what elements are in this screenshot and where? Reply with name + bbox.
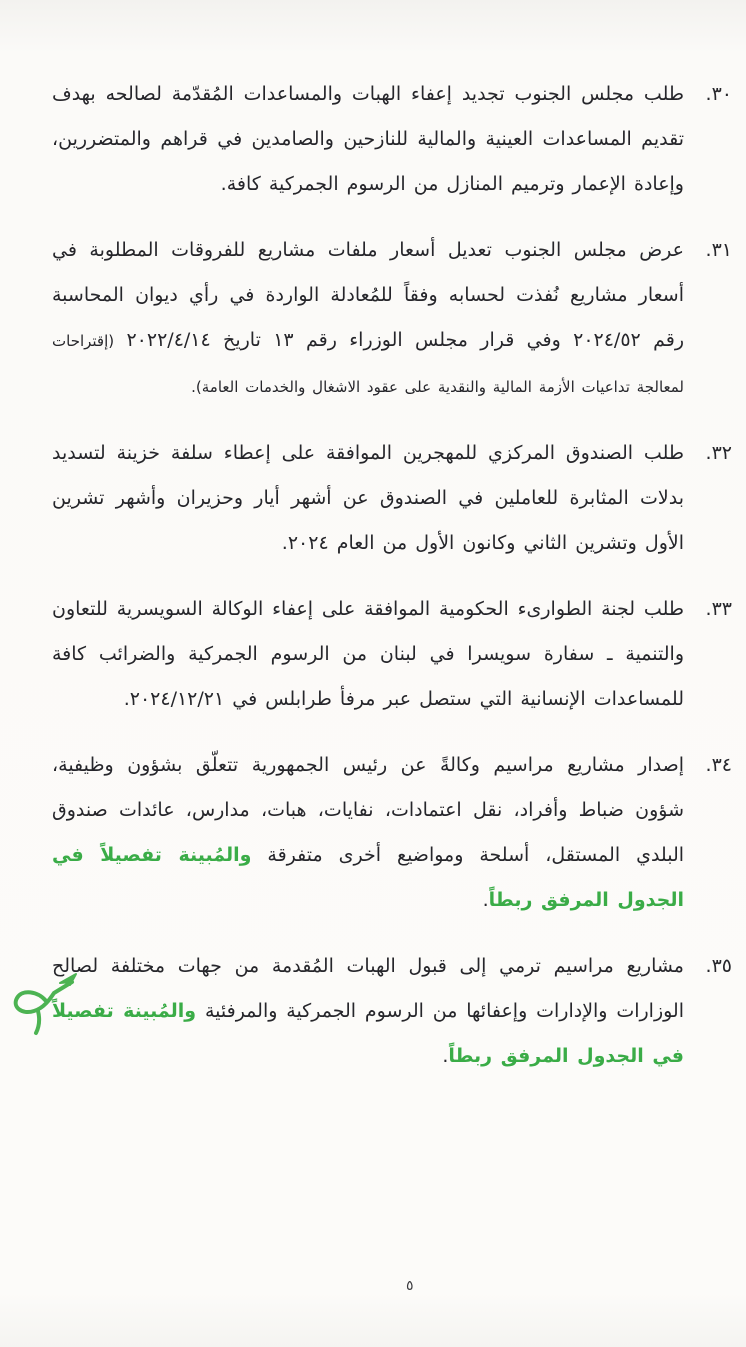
item-text-parenthetical: (إقتراحات لمعالجة تداعيات الأزمة المالية والنقدية على عقود الاشغال والخدمات العامة). [52, 332, 684, 396]
list-item-33 [52, 587, 732, 722]
item-text-main: طلب لجنة الطوارىء الحكومية الموافقة على إعفاء الوكالة السويسرية للتعاون والتنمية ـ سفارة سويسرا في لبنان من الرسوم الجمركية والضرائب كافة للمساعدات الإنسانية التي ستصل عبر مرفأ طرابلس في ٢٠٢٤/١٢/٢١. [52, 598, 684, 710]
item-number: ٣٤. [705, 754, 732, 776]
item-number: ٣٣. [705, 598, 732, 620]
item-text [52, 587, 684, 722]
item-text-main: مشاريع مراسيم ترمي إلى قبول الهبات المُقدمة من جهات مختلفة لصالح الوزارات والإدارات وإعفائها من الرسوم الجمركية والمرفئية [52, 955, 684, 1022]
item-number: ٣١. [705, 239, 732, 261]
item-text-green-highlight: والمُبينة تفصيلاً في الجدول المرفق ربطاً [52, 844, 684, 911]
item-text-main: عرض مجلس الجنوب تعديل أسعار ملفات مشاريع للفروقات المطلوبة في أسعار مشاريع نُفذت لحسابه وفقاً للمُعادلة الواردة في رأي ديوان المحاسبة رقم ٢٠٢٤/٥٢ وفي قرار مجلس الوزراء رقم ١٣ تاريخ ٢٠٢٢/٤/١٤ [52, 239, 684, 351]
item-text-main: إصدار مشاريع مراسيم وكالةً عن رئيس الجمهورية تتعلّق بشؤون وظيفية، شؤون ضباط وأفراد، نقل اعتمادات، نفايات، هبات، مدارس، عائدات صندوق البلدي المستقل، أسلحة ومواضيع أخرى متفرقة [52, 754, 685, 866]
item-number: ٣٢. [705, 442, 732, 464]
list-item-30 [52, 72, 732, 207]
document-body [52, 72, 732, 1100]
item-text [52, 72, 684, 207]
list-item-34 [52, 743, 732, 923]
item-number: ٣٥. [705, 955, 732, 977]
green-scribble-arrow-annotation [8, 965, 92, 1037]
item-text-green-highlight: والمُبينة تفصيلاً في الجدول المرفق ربطاً [52, 1000, 684, 1067]
list-item-31 [52, 228, 732, 410]
item-text [52, 228, 684, 410]
item-number: ٣٠. [705, 83, 732, 105]
list-item-32 [52, 431, 732, 566]
item-text-main: طلب مجلس الجنوب تجديد إعفاء الهبات والمساعدات المُقدّمة لصالحه بهدف تقديم المساعدات العينية والمالية للنازحين والصامدين في قراهم والمتضررين، وإعادة الإعمار وترميم المنازل من الرسوم الجمركية كافة. [52, 83, 684, 195]
item-text [52, 431, 684, 566]
list-item-35 [52, 944, 732, 1079]
item-text-period: . [442, 1045, 449, 1067]
item-text-period: . [482, 889, 489, 911]
page-number: ٥ [406, 1278, 414, 1294]
item-text-main: طلب الصندوق المركزي للمهجرين الموافقة على إعطاء سلفة خزينة لتسديد بدلات المثابرة للعاملين في الصندوق عن أشهر أيار وحزيران وأشهر تشرين الأول وتشرين الثاني وكانون الأول من العام ٢٠٢٤. [52, 442, 684, 554]
item-text [52, 944, 684, 1079]
item-text [52, 743, 684, 923]
